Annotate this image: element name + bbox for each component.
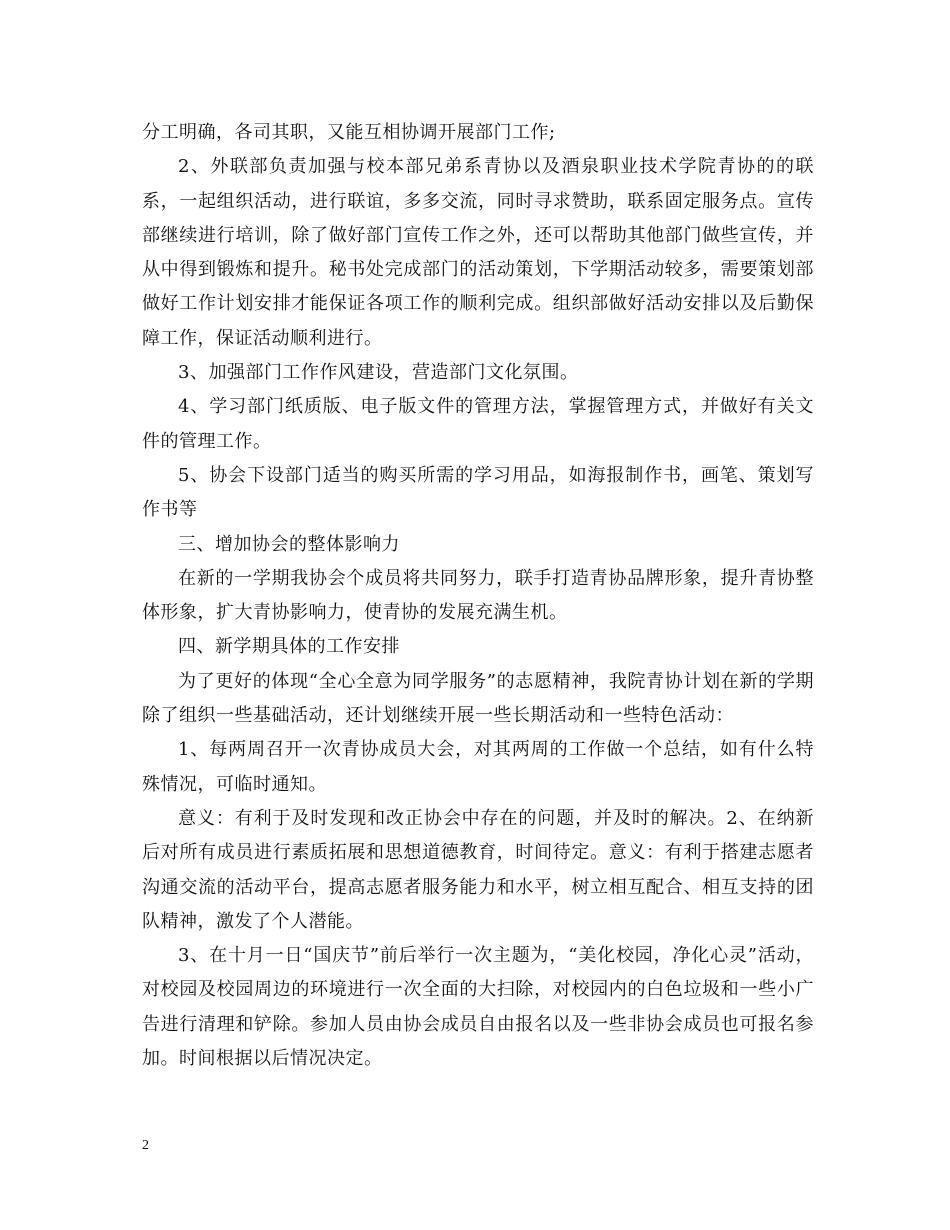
paragraph-12: 3、在十月一日“国庆节”前后举行一次主题为，“美化校园，净化心灵”活动，对校园及校园周边的环境进行一次全面的大扫除，对校园内的白色垃圾和一些小广告进行清理和铲除。参加人员由协会成员自由报名以及一些非协会成员也可报名参加。时间根据以后情况决定。	[142, 945, 814, 1070]
paragraph-1: 分工明确，各司其职，又能互相协调开展部门工作;	[142, 122, 556, 143]
section-heading-4: 四、新学期具体的工作安排	[178, 636, 400, 658]
document-body	[142, 116, 814, 1076]
paragraph-9: 为了更好的体现“全心全意为同学服务”的志愿精神，我院青协计划在新的学期除了组织一些基础活动，还计划继续开展一些长期活动和一些特色活动：	[142, 670, 814, 727]
paragraph-3: 3、加强部门工作作风建设，营造部门文化氛围。	[178, 362, 579, 384]
paragraph-4: 4、学习部门纸质版、电子版文件的管理方法，掌握管理方式，并做好有关文件的管理工作。	[142, 396, 814, 452]
paragraph-7: 在新的一学期我协会个成员将共同努力，联手打造青协品牌形象，提升青协整体形象，扩大青协影响力，使青协的发展充满生机。	[142, 567, 814, 624]
paragraph-10: 1、每两周召开一次青协成员大会，对其两周的工作做一个总结，如有什么特殊情况，可临时通知。	[142, 739, 814, 795]
page-number: 2	[142, 1138, 149, 1153]
paragraph-11: 意义：有利于及时发现和改正协会中存在的问题，并及时的解决。2、在纳新后对所有成员进行素质拓展和思想道德教育，时间待定。意义：有利于搭建志愿者沟通交流的活动平台，提高志愿者服务能力和水平，树立相互配合、相互支持的团队精神，激发了个人潜能。	[142, 807, 814, 932]
paragraph-5: 5、协会下设部门适当的购买所需的学习用品，如海报制作书，画笔、策划写作书等	[142, 464, 814, 521]
paragraph-2: 2、外联部负责加强与校本部兄弟系青协以及酒泉职业技术学院青协的的联系，一起组织活动，进行联谊，多多交流，同时寻求赞助，联系固定服务点。宣传部继续进行培训，除了做好部门宣传工作之外，还可以帮助其他部门做些宣传，并从中得到锻炼和提升。秘书处完成部门的活动策划，下学期活动较多，需要策划部做好工作计划安排才能保证各项工作的顺利完成。组织部做好活动安排以及后勤保障工作，保证活动顺利进行。	[142, 156, 814, 349]
section-heading-3: 三、增加协会的整体影响力	[178, 533, 400, 555]
